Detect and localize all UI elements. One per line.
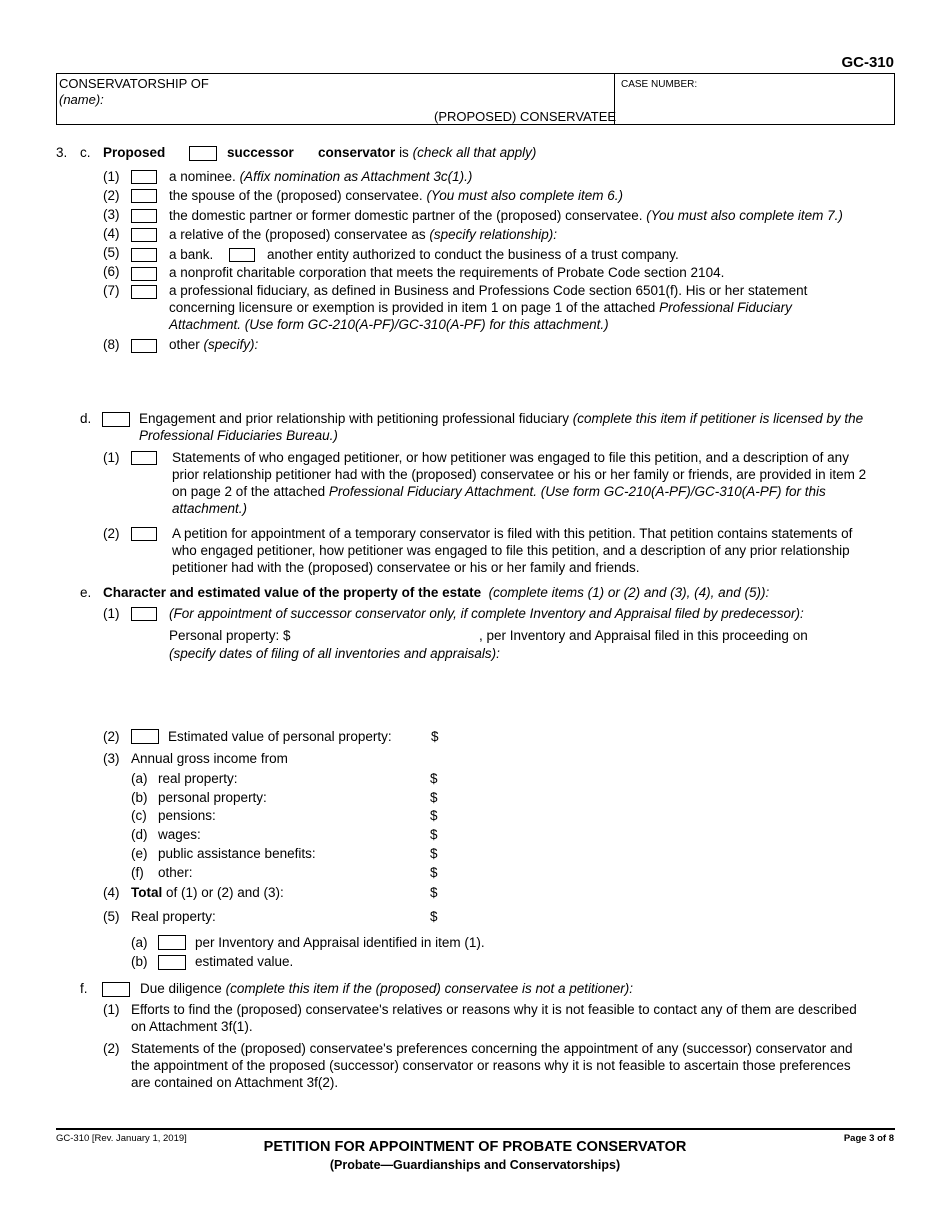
option-3-number: (3) (103, 207, 120, 222)
dollar-income-b: $ (430, 790, 438, 805)
bank-checkbox[interactable] (131, 248, 157, 262)
d-sub1-line3: on page 2 of the attached Professional Fiduciary Attachment. (Use form GC-210(A-PF)/GC-310(A-PF) for this (172, 484, 826, 499)
real-b-letter: (b) (131, 954, 148, 969)
option-4-number: (4) (103, 226, 120, 241)
successor-inventory-checkbox[interactable] (131, 607, 157, 621)
trust-company-checkbox[interactable] (229, 248, 255, 262)
estimated-value-checkbox[interactable] (131, 729, 159, 744)
dollar-income-f: $ (430, 865, 438, 880)
e-sub4-text: Total of (1) or (2) and (3): (131, 885, 284, 900)
proposed-label: Proposed (103, 145, 166, 160)
real-inventory-checkbox[interactable] (158, 935, 186, 950)
other-checkbox[interactable] (131, 339, 157, 353)
dollar-income-c: $ (430, 808, 438, 823)
dollar-real: $ (430, 909, 438, 924)
income-d-text: wages: (158, 827, 201, 842)
real-estimated-checkbox[interactable] (158, 955, 186, 970)
item-letter-d: d. (80, 411, 92, 426)
f-sub2-line1: Statements of the (proposed) conservatee's preferences concerning the appointment of any (successor) conservator and (131, 1041, 853, 1056)
real-a-letter: (a) (131, 935, 148, 950)
dollar-income-d: $ (430, 827, 438, 842)
real-a-text: per Inventory and Appraisal identified in item (1). (195, 935, 485, 950)
e-sub3-text: Annual gross income from (131, 751, 288, 766)
option-1-number: (1) (103, 169, 120, 184)
case-number-label: CASE NUMBER: (621, 79, 698, 90)
footer-subtitle: (Probate—Guardianships and Conservatorships) (329, 1158, 621, 1172)
option-7-line1: a professional fiduciary, as defined in Business and Professions Code section 6501(f). His or her statement (169, 283, 808, 298)
option-8-number: (8) (103, 337, 120, 352)
f-sub2-line2: the appointment of the proposed (successor) conservator or reasons why it is not feasible to ascertain those preferences (131, 1058, 851, 1073)
proposed-successor-checkbox[interactable] (189, 146, 217, 161)
option-5-number: (5) (103, 245, 120, 260)
d-sub2-line3: petitioner had with the (proposed) conservatee or his or her family and friends. (172, 560, 640, 575)
dollar-income-a: $ (430, 771, 438, 786)
option-8-text: other (specify): (169, 337, 259, 352)
income-f-letter: (f) (131, 865, 144, 880)
option-4-text: a relative of the (proposed) conservatee as (specify relationship): (169, 227, 557, 242)
f-sub1-line2: on Attachment 3f(1). (131, 1019, 253, 1034)
income-c-text: pensions: (158, 808, 216, 823)
dollar-total: $ (430, 885, 438, 900)
specify-dates-label: (specify dates of filing of all inventories and appraisals): (169, 646, 500, 661)
e-sub2-number: (2) (103, 729, 120, 744)
income-b-text: personal property: (158, 790, 267, 805)
option-5-text: a bank. (169, 247, 214, 262)
successor-label: successor (227, 145, 294, 160)
income-a-text: real property: (158, 771, 238, 786)
e-sub3-number: (3) (103, 751, 120, 766)
dollar-estimated: $ (431, 729, 439, 744)
e-sub1-number: (1) (103, 606, 120, 621)
page-number: Page 3 of 8 (843, 1133, 894, 1144)
dollar-income-e: $ (430, 846, 438, 861)
f-sub1-line1: Efforts to find the (proposed) conservatee's relatives or reasons why it is not feasible to contact any of them are described (131, 1002, 857, 1017)
due-diligence-text: Due diligence (complete this item if the (proposed) conservatee is not a petitioner): (140, 981, 634, 996)
f-sub1-number: (1) (103, 1002, 120, 1017)
proposed-conservatee-label: (PROPOSED) CONSERVATEE (434, 109, 617, 124)
footer-rule (56, 1128, 895, 1130)
relative-checkbox[interactable] (131, 228, 157, 242)
conservator-label: conservator is (check all that apply) (318, 145, 537, 160)
d-sub1-line2: prior relationship petitioner had with the (proposed) conservatee or his or her family or friends, are provided in item 2 (172, 467, 867, 482)
conservatorship-of-label: CONSERVATORSHIP OF (59, 76, 209, 91)
name-label: (name): (59, 92, 104, 107)
engagement-line2: Professional Fiduciaries Bureau.) (139, 428, 338, 443)
temporary-petition-checkbox[interactable] (131, 527, 157, 541)
statements-checkbox[interactable] (131, 451, 157, 465)
due-diligence-checkbox[interactable] (102, 982, 130, 997)
nonprofit-checkbox[interactable] (131, 267, 157, 281)
personal-property-label: Personal property: $ (169, 628, 291, 643)
e-sub2-text: Estimated value of personal property: (168, 729, 392, 744)
income-e-letter: (e) (131, 846, 148, 861)
domestic-partner-checkbox[interactable] (131, 209, 157, 223)
revision-label: GC-310 [Rev. January 1, 2019] (56, 1133, 187, 1144)
option-1-text: a nominee. (Affix nomination as Attachment 3c(1).) (169, 169, 473, 184)
income-b-letter: (b) (131, 790, 148, 805)
e-sub5-text: Real property: (131, 909, 216, 924)
item-number: 3. (56, 145, 68, 160)
income-e-text: public assistance benefits: (158, 846, 316, 861)
engagement-checkbox[interactable] (102, 412, 130, 427)
per-inventory-label: , per Inventory and Appraisal filed in this proceeding on (479, 628, 808, 643)
professional-fiduciary-checkbox[interactable] (131, 285, 157, 299)
d-sub2-line2: who engaged petitioner, how petitioner was engaged to file this petition, and a description of any prior relationship (172, 543, 850, 558)
option-6-text: a nonprofit charitable corporation that meets the requirements of Probate Code section 2104. (169, 265, 725, 280)
form-id: GC-310 (841, 54, 894, 71)
d-sub1-number: (1) (103, 450, 120, 465)
estate-title: Character and estimated value of the property of the estate (complete items (1) or (2) and (3), (4), and (5)): (103, 585, 770, 600)
nominee-checkbox[interactable] (131, 170, 157, 184)
income-f-text: other: (158, 865, 193, 880)
d-sub1-line4: attachment.) (172, 501, 248, 516)
option-7-line3: Attachment. (Use form GC-210(A-PF)/GC-310(A-PF) for this attachment.) (169, 317, 609, 332)
f-sub2-line3: are contained on Attachment 3f(2). (131, 1075, 339, 1090)
e-sub5-number: (5) (103, 909, 120, 924)
e-sub4-number: (4) (103, 885, 120, 900)
item-letter-f: f. (80, 981, 88, 996)
d-sub2-line1: A petition for appointment of a temporary conservator is filed with this petition. That petition contains statements of (172, 526, 853, 541)
option-2-text: the spouse of the (proposed) conservatee. (You must also complete item 6.) (169, 188, 624, 203)
option-5-extra: another entity authorized to conduct the business of a trust company. (267, 247, 679, 262)
option-7-number: (7) (103, 283, 120, 298)
engagement-line1: Engagement and prior relationship with petitioning professional fiduciary (complete this item if petitioner is licensed by the (139, 411, 864, 426)
real-b-text: estimated value. (195, 954, 294, 969)
option-2-number: (2) (103, 188, 120, 203)
item-letter-c: c. (80, 145, 91, 160)
footer-title: PETITION FOR APPOINTMENT OF PROBATE CONSERVATOR (263, 1139, 687, 1155)
d-sub2-number: (2) (103, 526, 120, 541)
income-d-letter: (d) (131, 827, 148, 842)
income-a-letter: (a) (131, 771, 148, 786)
option-7-line2: concerning licensure or exemption is provided in item 1 on page 1 of the attached Professional Fiduciary (169, 300, 792, 315)
option-3-text: the domestic partner or former domestic partner of the (proposed) conservatee. (You must also complete item 7.) (169, 208, 843, 223)
option-6-number: (6) (103, 264, 120, 279)
d-sub1-line1: Statements of who engaged petitioner, or how petitioner was engaged to file this petition, and a description of any (172, 450, 849, 465)
item-letter-e: e. (80, 585, 92, 600)
income-c-letter: (c) (131, 808, 147, 823)
f-sub2-number: (2) (103, 1041, 120, 1056)
e-sub1-text: (For appointment of successor conservator only, if complete Inventory and Appraisal filed by predecessor): (169, 606, 804, 621)
spouse-checkbox[interactable] (131, 189, 157, 203)
